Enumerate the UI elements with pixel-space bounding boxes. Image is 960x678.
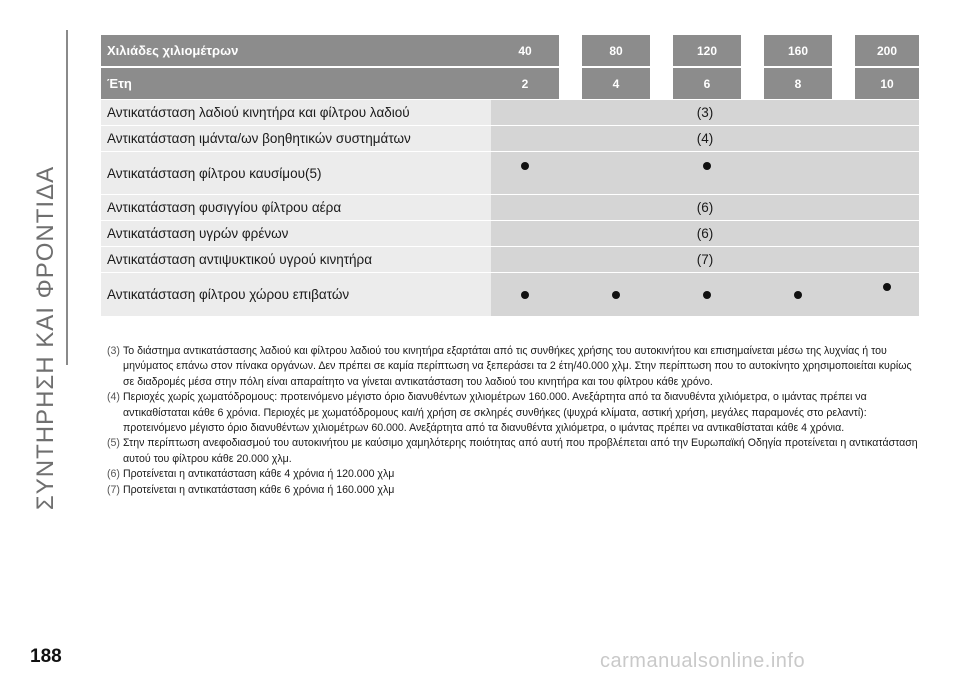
replace-mark-icon <box>521 291 529 299</box>
row-label <box>101 195 491 221</box>
schedule-body <box>101 35 919 316</box>
header-value: 200 <box>855 35 919 66</box>
column-gap <box>741 152 764 195</box>
row-label-text: Αντικατάσταση υγρών φρένων <box>107 226 289 241</box>
header-row <box>101 35 919 66</box>
column-gap <box>832 273 855 316</box>
row-span-note: (3) <box>491 100 919 126</box>
column-gap <box>741 35 764 66</box>
header-value: 160 <box>764 35 832 66</box>
replace-mark-icon <box>521 162 529 170</box>
column-gap <box>832 35 855 66</box>
row-span-note: (7) <box>491 247 919 273</box>
schedule-row <box>101 221 919 247</box>
row-span-note: (6) <box>491 221 919 247</box>
row-label-text: Αντικατάσταση φίλτρου καυσίμου <box>107 165 305 181</box>
column-gap <box>832 152 855 195</box>
header-value: 120 <box>673 35 741 66</box>
column-gap <box>559 152 582 195</box>
replace-mark-icon <box>612 291 620 299</box>
footnote-ref: (6) <box>107 468 120 481</box>
header-value: 40 <box>491 35 559 66</box>
row-label-text: Αντικατάσταση φυσιγγίου φίλτρου αέρα <box>107 200 342 215</box>
header-label: Έτη <box>101 68 491 100</box>
page-number: 188 <box>30 646 62 667</box>
column-gap <box>559 35 582 66</box>
header-row <box>101 68 919 100</box>
column-gap <box>650 152 673 195</box>
row-label <box>101 126 491 152</box>
footnote <box>107 344 919 390</box>
row-label <box>101 273 491 316</box>
column-gap <box>741 273 764 316</box>
row-label-text: Αντικατάσταση αντιψυκτικού υγρού κινητήρα <box>107 252 373 267</box>
row-interval-cell <box>582 152 650 195</box>
row-label <box>101 247 491 273</box>
row-interval-cell <box>855 152 919 195</box>
schedule-row <box>101 100 919 126</box>
section-title-vertical: ΣΥΝΤΗΡΗΣΗ ΚΑΙ ΦΡΟΝΤΙΔΑ <box>32 165 59 511</box>
header-value: 10 <box>855 68 919 100</box>
watermark: carmanualsonline.info <box>600 650 806 672</box>
footnote-text: Περιοχές χωρίς χωματόδρομους: προτεινόμενο μέγιστο όριο διανυθέντων χιλιομέτρων 160.000. Ανεξάρτητα από τα διανυθέντα χιλιόμετρα, ο ιμάντας πρέπει να αντικαθίσταται κάθε 6 χρόνια. Περιοχές με χωματόδρομους και/ή χρήση σε σκληρές συνθήκες (ψυχρά κλίματα, αστική χρήση, μεγάλες παραμονές στο ρελαντί): προτεινόμενο μέγιστο όριο διανυθέντων χιλιομέτρων 60.000. Ανεξάρτητα από τα διανυθέντα χιλιόμετρα, ο ιμάντας πρέπει να αντικαθίσταται κάθε 4 χρόνια. <box>123 391 867 435</box>
footnote-ref: (4) <box>107 391 120 404</box>
footnote-text: Προτείνεται η αντικατάσταση κάθε 6 χρόνια ή 160.000 χλμ <box>123 483 395 496</box>
row-interval-cell <box>673 273 741 316</box>
column-gap <box>650 68 673 100</box>
footnote-text: Στην περίπτωση ανεφοδιασμού του αυτοκινήτου με καύσιμο χαμηλότερης ποιότητας από αυτή που προβλέπεται από την Ευρωπαϊκή Οδηγία προτείνεται η αντικατάσταση αυτού του φίλτρου κάθε 20.000 χλμ. <box>123 437 918 465</box>
header-label: Χιλιάδες χιλιομέτρων <box>101 35 491 66</box>
row-interval-cell <box>855 273 919 316</box>
row-span-note: (6) <box>491 195 919 221</box>
row-label-note: (5) <box>304 165 322 181</box>
footnote <box>107 436 919 467</box>
footnote <box>107 483 919 498</box>
replace-mark-icon <box>883 283 891 291</box>
footnote <box>107 390 919 436</box>
row-label-text: Αντικατάσταση φίλτρου χώρου επιβατών <box>107 286 350 302</box>
column-gap <box>559 68 582 100</box>
column-gap <box>741 68 764 100</box>
section-divider <box>66 30 68 365</box>
row-span-note: (4) <box>491 126 919 152</box>
column-gap <box>650 273 673 316</box>
row-label <box>101 221 491 247</box>
row-label-text: Αντικατάσταση λαδιού κινητήρα και φίλτρου λαδιού <box>107 105 410 120</box>
footnote-text: Προτείνεται η αντικατάσταση κάθε 4 χρόνια ή 120.000 χλμ <box>123 468 395 481</box>
header-value: 4 <box>582 68 650 100</box>
schedule-row <box>101 273 919 316</box>
header-value: 6 <box>673 68 741 100</box>
column-gap <box>559 273 582 316</box>
row-label-text: Αντικατάσταση ιμάντα/ων βοηθητικών συστημάτων <box>107 131 411 146</box>
schedule-row <box>101 126 919 152</box>
row-interval-cell <box>491 273 559 316</box>
replace-mark-icon <box>703 291 711 299</box>
row-interval-cell <box>764 152 832 195</box>
header-value: 2 <box>491 68 559 100</box>
row-interval-cell <box>491 152 559 195</box>
footnote <box>107 467 919 482</box>
schedule-row <box>101 195 919 221</box>
footnote-text: Το διάστημα αντικατάστασης λαδιού και φίλτρου λαδιού του κινητήρα εξαρτάται από τις συνθήκες χρήσης του αυτοκινήτου και επισημαίνεται μέσω της λυχνίας ή του μηνύματος επάνω στον πίνακα οργάνων. Δεν πρέπει σε καμία περίπτωση να ξεπεράσει τα 2 έτη/40.000 χλμ. Στην περίπτωση που το αυτοκίνητο χρησιμοποιείται κυρίως σε διαδρομές μέσα στην πόλη είναι απαραίτητο να γίνεται αντικατάσταση του λαδιού του κινητήρα και του φίλτρου κάθε χρόνο. <box>123 345 912 388</box>
header-value: 80 <box>582 35 650 66</box>
schedule-row <box>101 247 919 273</box>
row-interval-cell <box>582 273 650 316</box>
column-gap <box>650 35 673 66</box>
row-interval-cell <box>673 152 741 195</box>
column-gap <box>832 68 855 100</box>
row-interval-cell <box>764 273 832 316</box>
footnotes <box>107 344 919 498</box>
replace-mark-icon <box>794 291 802 299</box>
footnote-ref: (5) <box>107 437 120 450</box>
footnote-ref: (3) <box>107 345 120 357</box>
row-label <box>101 100 491 126</box>
maintenance-schedule-table <box>101 35 919 316</box>
schedule-row <box>101 152 919 195</box>
footnote-ref: (7) <box>107 483 120 496</box>
row-label <box>101 152 491 195</box>
replace-mark-icon <box>703 162 711 170</box>
header-value: 8 <box>764 68 832 100</box>
